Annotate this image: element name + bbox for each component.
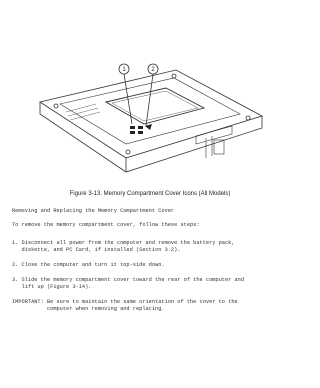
step-2-line-1: 2. Close the computer and turn it top-side down. xyxy=(12,262,165,268)
section-title: Removing and Replacing the Memory Compartment Cover xyxy=(12,208,175,214)
step-1-line-1: 1. Disconnect all power from the computer and remove the battery pack, xyxy=(12,240,235,246)
figure-caption: Figure 3-13. Memory Compartment Cover Icons (All Models) xyxy=(69,191,231,197)
laptop-underside-illustration xyxy=(26,40,272,188)
step-3-line-1: 3. Slide the memory compartment cover toward the rear of the computer and xyxy=(12,277,245,283)
important-note-line-2: computer when removing and replacing. xyxy=(12,306,165,312)
intro-text: To remove the memory compartment cover, follow these steps: xyxy=(12,222,200,228)
important-note-line-1: IMPORTANT: Be sure to maintain the same orientation of the cover to the xyxy=(12,299,238,305)
arrow-icon xyxy=(138,126,143,129)
step-3-line-2: lift up (Figure 3-14). xyxy=(12,284,92,290)
step-1-line-2: diskette, and PC Card, if installed (Section 3.2). xyxy=(12,247,181,253)
laptop-base-side xyxy=(40,102,262,172)
callout-2: 2 xyxy=(151,67,155,73)
memory-icon xyxy=(130,126,135,129)
callout-1: 1 xyxy=(122,67,126,73)
